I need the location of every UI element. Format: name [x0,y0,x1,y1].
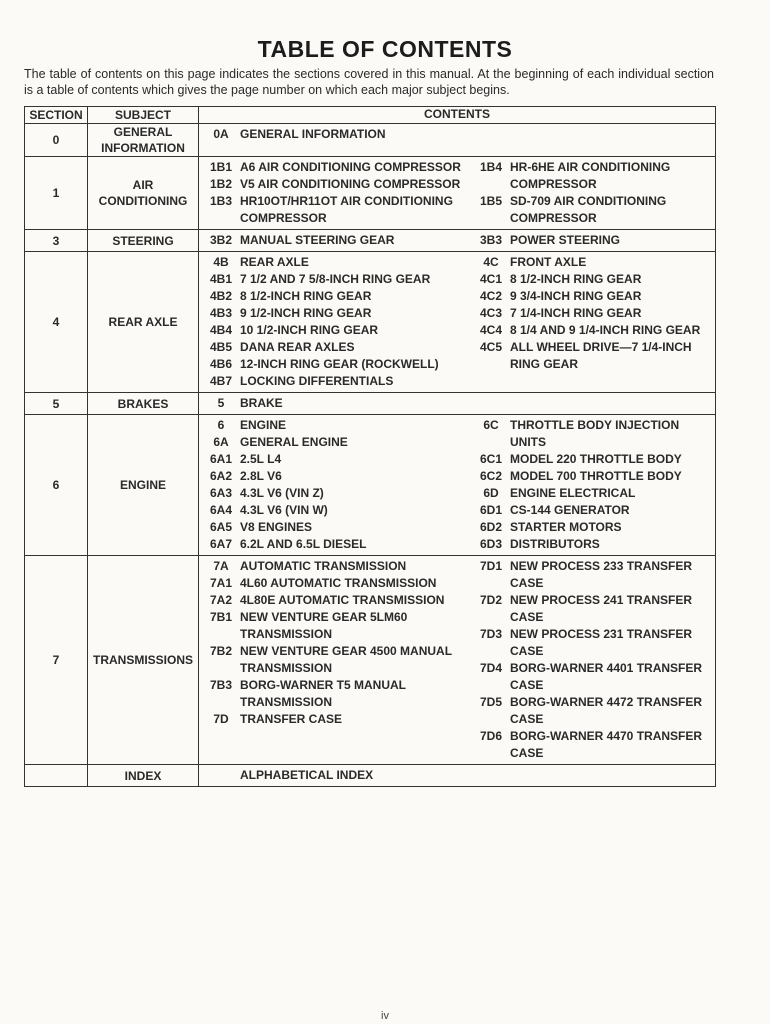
toc-entry [205,254,469,271]
entry-label: STARTER MOTORS [510,520,622,534]
section-contents [199,415,716,556]
entry-label: AUTOMATIC TRANSMISSION [240,559,407,573]
entry-label: HR10OT/HR11OT AIR CONDITIONING COMPRESSOR [240,194,453,225]
entry-code: 7B1 [209,610,232,624]
section-subject: INDEX [88,765,199,787]
section-number: 0 [25,124,88,157]
toc-entry [475,193,715,227]
section-contents [199,157,716,230]
contents-columns [199,232,715,249]
toc-entry [475,288,715,305]
entry-code: 7D1 [479,559,502,573]
toc-entry [475,159,715,193]
entry-label: BORG-WARNER 4472 TRANSFER CASE [510,695,703,726]
entry-label: 4.3L V6 (VIN Z) [240,486,324,500]
entry-code: 1B1 [209,160,232,174]
toc-entry [475,417,715,451]
toc-entry [475,592,715,626]
entry-label: TRANSFER CASE [240,712,343,726]
entry-label: 4L60 AUTOMATIC TRANSMISSION [240,576,437,590]
toc-entry [475,519,715,536]
entry-label: NEW PROCESS 241 TRANSFER CASE [510,593,693,624]
contents-column-right [469,232,715,249]
entry-code: 1B2 [209,177,232,191]
toc-entry [205,356,469,373]
entry-code: 4B7 [209,374,232,388]
contents-column-left [199,126,469,143]
entry-code: 6C2 [479,469,502,483]
entry-label: 8 1/2-INCH RING GEAR [510,272,642,286]
entry-code: 6C [483,418,499,432]
toc-entry [205,339,469,356]
toc-entry [205,322,469,339]
section-number: 4 [25,252,88,393]
entry-label: 8 1/4 AND 9 1/4-INCH RING GEAR [510,323,701,337]
contents-column-right [469,767,715,784]
entry-label: DANA REAR AXLES [240,340,355,354]
entry-code: 4B6 [209,357,232,371]
entry-code: 7B2 [209,644,232,658]
entry-label: BORG-WARNER 4470 TRANSFER CASE [510,729,703,760]
entry-label: BRAKE [240,396,283,410]
entry-label: BORG-WARNER 4401 TRANSFER CASE [510,661,703,692]
entry-label: 8 1/2-INCH RING GEAR [240,289,372,303]
entry-code: 6A4 [209,503,232,517]
entry-label: 4.3L V6 (VIN W) [240,503,328,517]
entry-code: 4C5 [479,340,502,354]
entry-label: GENERAL ENGINE [240,435,348,449]
contents-column-right [469,558,715,762]
entry-label: REAR AXLE [240,255,309,269]
toc-entry [205,592,469,609]
entry-label: MODEL 220 THROTTLE BODY [510,452,682,466]
contents-column-left [199,254,469,390]
header-contents: CONTENTS [199,107,716,124]
section-contents [199,556,716,765]
entry-code: 4C4 [479,323,502,337]
contents-columns [199,395,715,412]
entry-code [205,767,237,784]
toc-entry [475,502,715,519]
entry-code: 7B3 [209,678,232,692]
entry-label: NEW PROCESS 233 TRANSFER CASE [510,559,693,590]
contents-columns [199,417,715,553]
entry-label: ENGINE ELECTRICAL [510,486,636,500]
toc-row [25,124,716,157]
toc-row [25,393,716,415]
toc-entry [475,232,715,249]
contents-column-right [469,159,715,227]
section-number [25,765,88,787]
section-contents [199,124,716,157]
entry-code: 4C [483,255,499,269]
entry-code: 1B4 [479,160,502,174]
contents-column-left [199,767,469,784]
entry-code: 6A7 [209,537,232,551]
section-subject: BRAKES [88,393,199,415]
entry-code: 6D [483,486,499,500]
entry-label: 9 1/2-INCH RING GEAR [240,306,372,320]
entry-code: 7D5 [479,695,502,709]
toc-entry [475,536,715,553]
entry-code: 1B5 [479,194,502,208]
toc-entry [205,373,469,390]
section-number: 3 [25,230,88,252]
intro-paragraph: The table of contents on this page indicates the sections covered in this manual. At the beginning of each individual section is a table of contents which gives the page number on which each major subject begins. [24,67,714,97]
toc-entry [205,643,469,677]
contents-columns [199,558,715,762]
toc-row [25,230,716,252]
toc-entry [475,254,715,271]
toc-entry [205,677,469,711]
toc-body [25,124,716,787]
toc-entry [205,502,469,519]
entry-code: 7D2 [479,593,502,607]
contents-column-right [469,254,715,390]
header-subject: SUBJECT [88,107,199,124]
toc-entry [205,451,469,468]
entry-code: 7A [213,559,229,573]
contents-column-left [199,417,469,553]
toc-entry [205,468,469,485]
page-number: iv [381,1010,389,1022]
entry-label: POWER STEERING [510,233,621,247]
entry-code: 6D2 [479,520,502,534]
entry-code: 7D6 [479,729,502,743]
entry-label: V5 AIR CONDITIONING COMPRESSOR [240,177,461,191]
contents-columns [199,126,715,143]
page-title: TABLE OF CONTENTS [257,36,513,62]
toc-entry [475,485,715,502]
toc-row [25,415,716,556]
entry-label: NEW VENTURE GEAR 5LM60 TRANSMISSION [240,610,408,641]
toc-entry [205,176,469,193]
entry-label: 2.5L L4 [240,452,282,466]
section-subject: TRANSMISSIONS [88,556,199,765]
contents-column-right [469,126,715,143]
entry-code: 4B4 [209,323,232,337]
toc-entry [205,711,469,728]
toc-entry [205,305,469,322]
entry-label: A6 AIR CONDITIONING COMPRESSOR [240,160,461,174]
entry-label: LOCKING DIFFERENTIALS [240,374,394,388]
entry-label: 2.8L V6 [240,469,282,483]
section-subject: GENERAL INFORMATION [88,124,199,157]
toc-entry [205,575,469,592]
toc-entry [205,193,469,227]
section-number: 1 [25,157,88,230]
toc-entry [205,767,469,784]
entry-code: 4C3 [479,306,502,320]
entry-label: NEW PROCESS 231 TRANSFER CASE [510,627,693,658]
toc-table [24,106,716,787]
entry-code: 4C2 [479,289,502,303]
toc-entry [475,305,715,322]
contents-column-left [199,558,469,762]
entry-code: 7A1 [209,576,232,590]
toc-entry [205,271,469,288]
toc-entry [205,434,469,451]
entry-label: 9 3/4-INCH RING GEAR [510,289,642,303]
contents-columns [199,159,715,227]
entry-code: 4B5 [209,340,232,354]
section-number: 6 [25,415,88,556]
section-subject: REAR AXLE [88,252,199,393]
toc-entry [475,271,715,288]
toc-row [25,765,716,787]
toc-entry [205,519,469,536]
toc-entry [475,451,715,468]
toc-entry [475,322,715,339]
section-contents [199,230,716,252]
entry-label: V8 ENGINES [240,520,313,534]
toc-entry [475,626,715,660]
entry-label: MODEL 700 THROTTLE BODY [510,469,682,483]
entry-label: BORG-WARNER T5 MANUAL TRANSMISSION [240,678,406,709]
entry-code: 7D [213,712,229,726]
entry-code: 4B1 [209,272,232,286]
entry-code: 4B2 [209,289,232,303]
entry-code: 6A1 [209,452,232,466]
entry-label: DISTRIBUTORS [510,537,600,551]
entry-code: 6C1 [479,452,502,466]
entry-code: 4C1 [479,272,502,286]
toc-entry [205,288,469,305]
section-contents [199,765,716,787]
toc-entry [205,485,469,502]
toc-entry [205,159,469,176]
entry-label: 10 1/2-INCH RING GEAR [240,323,379,337]
entry-label: MANUAL STEERING GEAR [240,233,395,247]
contents-column-right [469,417,715,553]
entry-code: 6 [217,418,225,432]
entry-code: 3B3 [479,233,502,247]
contents-column-right [469,395,715,412]
entry-label: GENERAL INFORMATION [240,127,386,141]
entry-code: 3B2 [209,233,232,247]
entry-code: 4B3 [209,306,232,320]
toc-entry [205,126,469,143]
entry-label: THROTTLE BODY INJECTION UNITS [510,418,680,449]
contents-columns [199,254,715,390]
entry-code: 6A5 [209,520,232,534]
contents-column-left [199,232,469,249]
toc-entry [475,660,715,694]
entry-code: 7D3 [479,627,502,641]
toc-entry [205,395,469,412]
entry-label: 7 1/2 AND 7 5/8-INCH RING GEAR [240,272,431,286]
entry-code: 6D1 [479,503,502,517]
entry-code: 1B3 [209,194,232,208]
entry-label: 4L80E AUTOMATIC TRANSMISSION [240,593,445,607]
entry-code: 0A [213,127,229,141]
section-subject: STEERING [88,230,199,252]
entry-code: 7D4 [479,661,502,675]
entry-label: SD-709 AIR CONDITIONING COMPRESSOR [510,194,667,225]
toc-entry [205,417,469,434]
toc-entry [205,558,469,575]
section-subject: ENGINE [88,415,199,556]
section-number: 7 [25,556,88,765]
toc-row [25,157,716,230]
toc-row [25,252,716,393]
entry-label: 12-INCH RING GEAR (ROCKWELL) [240,357,439,371]
toc-row [25,556,716,765]
toc-entry [475,468,715,485]
section-subject: AIR CONDITIONING [88,157,199,230]
entry-label: ENGINE [240,418,287,432]
toc-entry [475,728,715,762]
entry-label: NEW VENTURE GEAR 4500 MANUAL TRANSMISSION [240,644,452,675]
toc-header-row [25,107,716,124]
entry-label: HR-6HE AIR CONDITIONING COMPRESSOR [510,160,671,191]
toc-entry [205,232,469,249]
contents-column-left [199,159,469,227]
toc-entry [475,558,715,592]
section-number: 5 [25,393,88,415]
entry-code: 4B [213,255,229,269]
toc-entry [205,536,469,553]
entry-label: ALPHABETICAL INDEX [240,768,374,782]
entry-code: 6A2 [209,469,232,483]
entry-label: ALL WHEEL DRIVE—7 1/4-INCH RING GEAR [510,340,692,371]
entry-code: 6A3 [209,486,232,500]
entry-code: 7A2 [209,593,232,607]
entry-code: 6D3 [479,537,502,551]
section-contents [199,252,716,393]
entry-label: 6.2L AND 6.5L DIESEL [240,537,367,551]
header-section: SECTION [25,107,88,124]
toc-entry [475,694,715,728]
toc-entry [475,339,715,373]
entry-code: 6A [213,435,229,449]
section-contents [199,393,716,415]
entry-label: FRONT AXLE [510,255,587,269]
toc-entry [205,609,469,643]
contents-columns [199,767,715,784]
entry-code: 5 [217,396,225,410]
entry-label: CS-144 GENERATOR [510,503,630,517]
entry-label: 7 1/4-INCH RING GEAR [510,306,642,320]
contents-column-left [199,395,469,412]
